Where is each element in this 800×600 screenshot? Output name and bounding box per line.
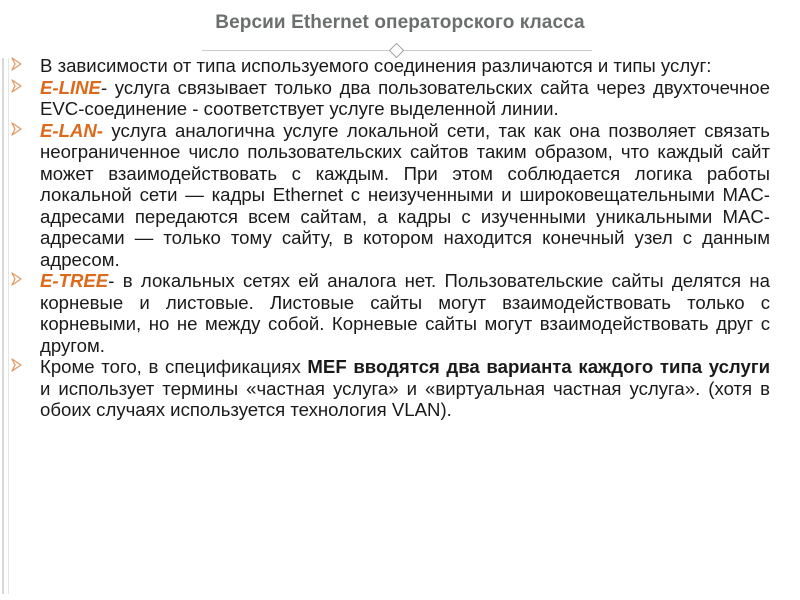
arrow-bullet-icon [11,57,23,71]
term-e-line: E-LINE [40,76,101,98]
slide-content [40,55,770,421]
arrow-bullet-icon [11,79,23,93]
list-item-e-line [40,77,770,120]
slide-title: Версии Ethernet операторского класса [215,12,585,33]
left-decorative-rule [2,58,4,594]
arrow-bullet-icon [11,272,23,286]
list-item-text: Кроме того, в спецификациях MEF вводятся два варианта каждого типа услуги и использует термины «частная услуга» и «виртуальная частная услуга». (хотя в обоих случаях используется технология VLAN). [40,356,770,420]
list-item-e-tree [40,270,770,356]
term-e-tree: E-TREE [40,270,109,291]
list-item [40,55,770,77]
term-e-lan: E-LAN- [40,119,103,141]
list-item-mef [40,356,770,421]
list-item-text: В зависимости от типа используемого соединения различаются и типы услуг: [40,55,712,76]
list-item-text: E-LAN- услуга аналогична услуге локальной сети, так как она позволяет связать неограниченное число пользовательских сайтов таким образом, что каждый сайт может взаимодействовать с каждым. При этом соблюдается логика работы локальной сети — кадры Ethernet с неизученными и широковещательными MAC-адресами передаются всем сайтам, а кадры с изученными уникальными MAC- адресами — только тому сайту, в котором находится конечный узел с данным адресом. [40,119,770,270]
list-item-e-lan [40,120,770,271]
list-item-text: E-TREE- в локальных сетях ей аналога нет. Пользовательские сайты делятся на корневые и листовые. Листовые сайты могут взаимодействовать только с корневыми, но не между собой. Корневые сайты могут взаимодействовать друг с другом. [40,270,770,356]
arrow-bullet-icon [11,122,23,136]
arrow-bullet-icon [11,358,23,372]
mef-emphasis: MEF вводятся два варианта каждого типа услуги [307,356,770,377]
list-item-text: E-LINE- услуга связывает только два пользовательских сайта через двухточечное EVC-соединение - соответствует услуге выделенной линии. [40,76,770,119]
